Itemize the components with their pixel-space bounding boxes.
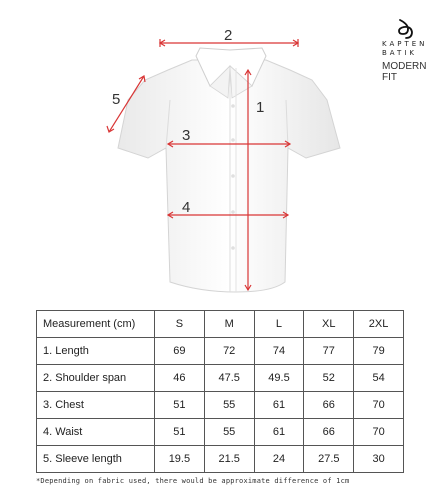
size-header-m: M: [204, 311, 254, 338]
table-cell: 72: [204, 338, 254, 365]
table-cell: 77: [304, 338, 354, 365]
table-row: [37, 392, 404, 419]
table-cell: 74: [254, 338, 304, 365]
table-row: [37, 338, 404, 365]
fit-line1: MODERN: [382, 61, 427, 72]
table-cell: 47.5: [204, 365, 254, 392]
size-header-2xl: 2XL: [354, 311, 404, 338]
table-cell: 61: [254, 419, 304, 446]
table-cell: 69: [155, 338, 205, 365]
row-label: 3. Chest: [37, 392, 155, 419]
table-cell: 27.5: [304, 446, 354, 473]
size-chart-table: [36, 310, 404, 473]
row-label: 4. Waist: [37, 419, 155, 446]
table-cell: 61: [254, 392, 304, 419]
table-cell: 54: [354, 365, 404, 392]
fit-line2: FIT: [382, 72, 397, 83]
size-header-xl: XL: [304, 311, 354, 338]
table-cell: 19.5: [155, 446, 205, 473]
row-label: 2. Shoulder span: [37, 365, 155, 392]
table-cell: 51: [155, 392, 205, 419]
table-cell: 79: [354, 338, 404, 365]
table-cell: 46: [155, 365, 205, 392]
kapten-batik-logo-icon: [396, 18, 416, 40]
brand-name-line1: KAPTEN: [382, 40, 428, 48]
table-cell: 21.5: [204, 446, 254, 473]
label-length: 1: [256, 99, 265, 116]
table-cell: 66: [304, 419, 354, 446]
table-header-row: [37, 311, 404, 338]
table-cell: 70: [354, 419, 404, 446]
table-row: [37, 365, 404, 392]
table-cell: 49.5: [254, 365, 304, 392]
size-header-s: S: [155, 311, 205, 338]
table-cell: 66: [304, 392, 354, 419]
label-sleeve: 5: [112, 91, 121, 108]
label-shoulder: 2: [224, 27, 233, 44]
measurement-header: Measurement (cm): [37, 311, 155, 338]
shirt-illustration: [118, 48, 340, 292]
label-waist: 4: [182, 199, 191, 216]
table-row: [37, 446, 404, 473]
size-header-l: L: [254, 311, 304, 338]
label-chest: 3: [182, 127, 191, 144]
table-cell: 30: [354, 446, 404, 473]
table-cell: 52: [304, 365, 354, 392]
fabric-footnote: *Depending on fabric used, there would be approximate difference of 1cm: [36, 477, 350, 485]
brand-name-line2: BATIK: [382, 49, 417, 57]
table-cell: 55: [204, 419, 254, 446]
table-cell: 24: [254, 446, 304, 473]
table-cell: 55: [204, 392, 254, 419]
row-label: 1. Length: [37, 338, 155, 365]
brand-block: [378, 18, 434, 83]
table-row: [37, 419, 404, 446]
table-cell: 51: [155, 419, 205, 446]
table-cell: 70: [354, 392, 404, 419]
row-label: 5. Sleeve length: [37, 446, 155, 473]
